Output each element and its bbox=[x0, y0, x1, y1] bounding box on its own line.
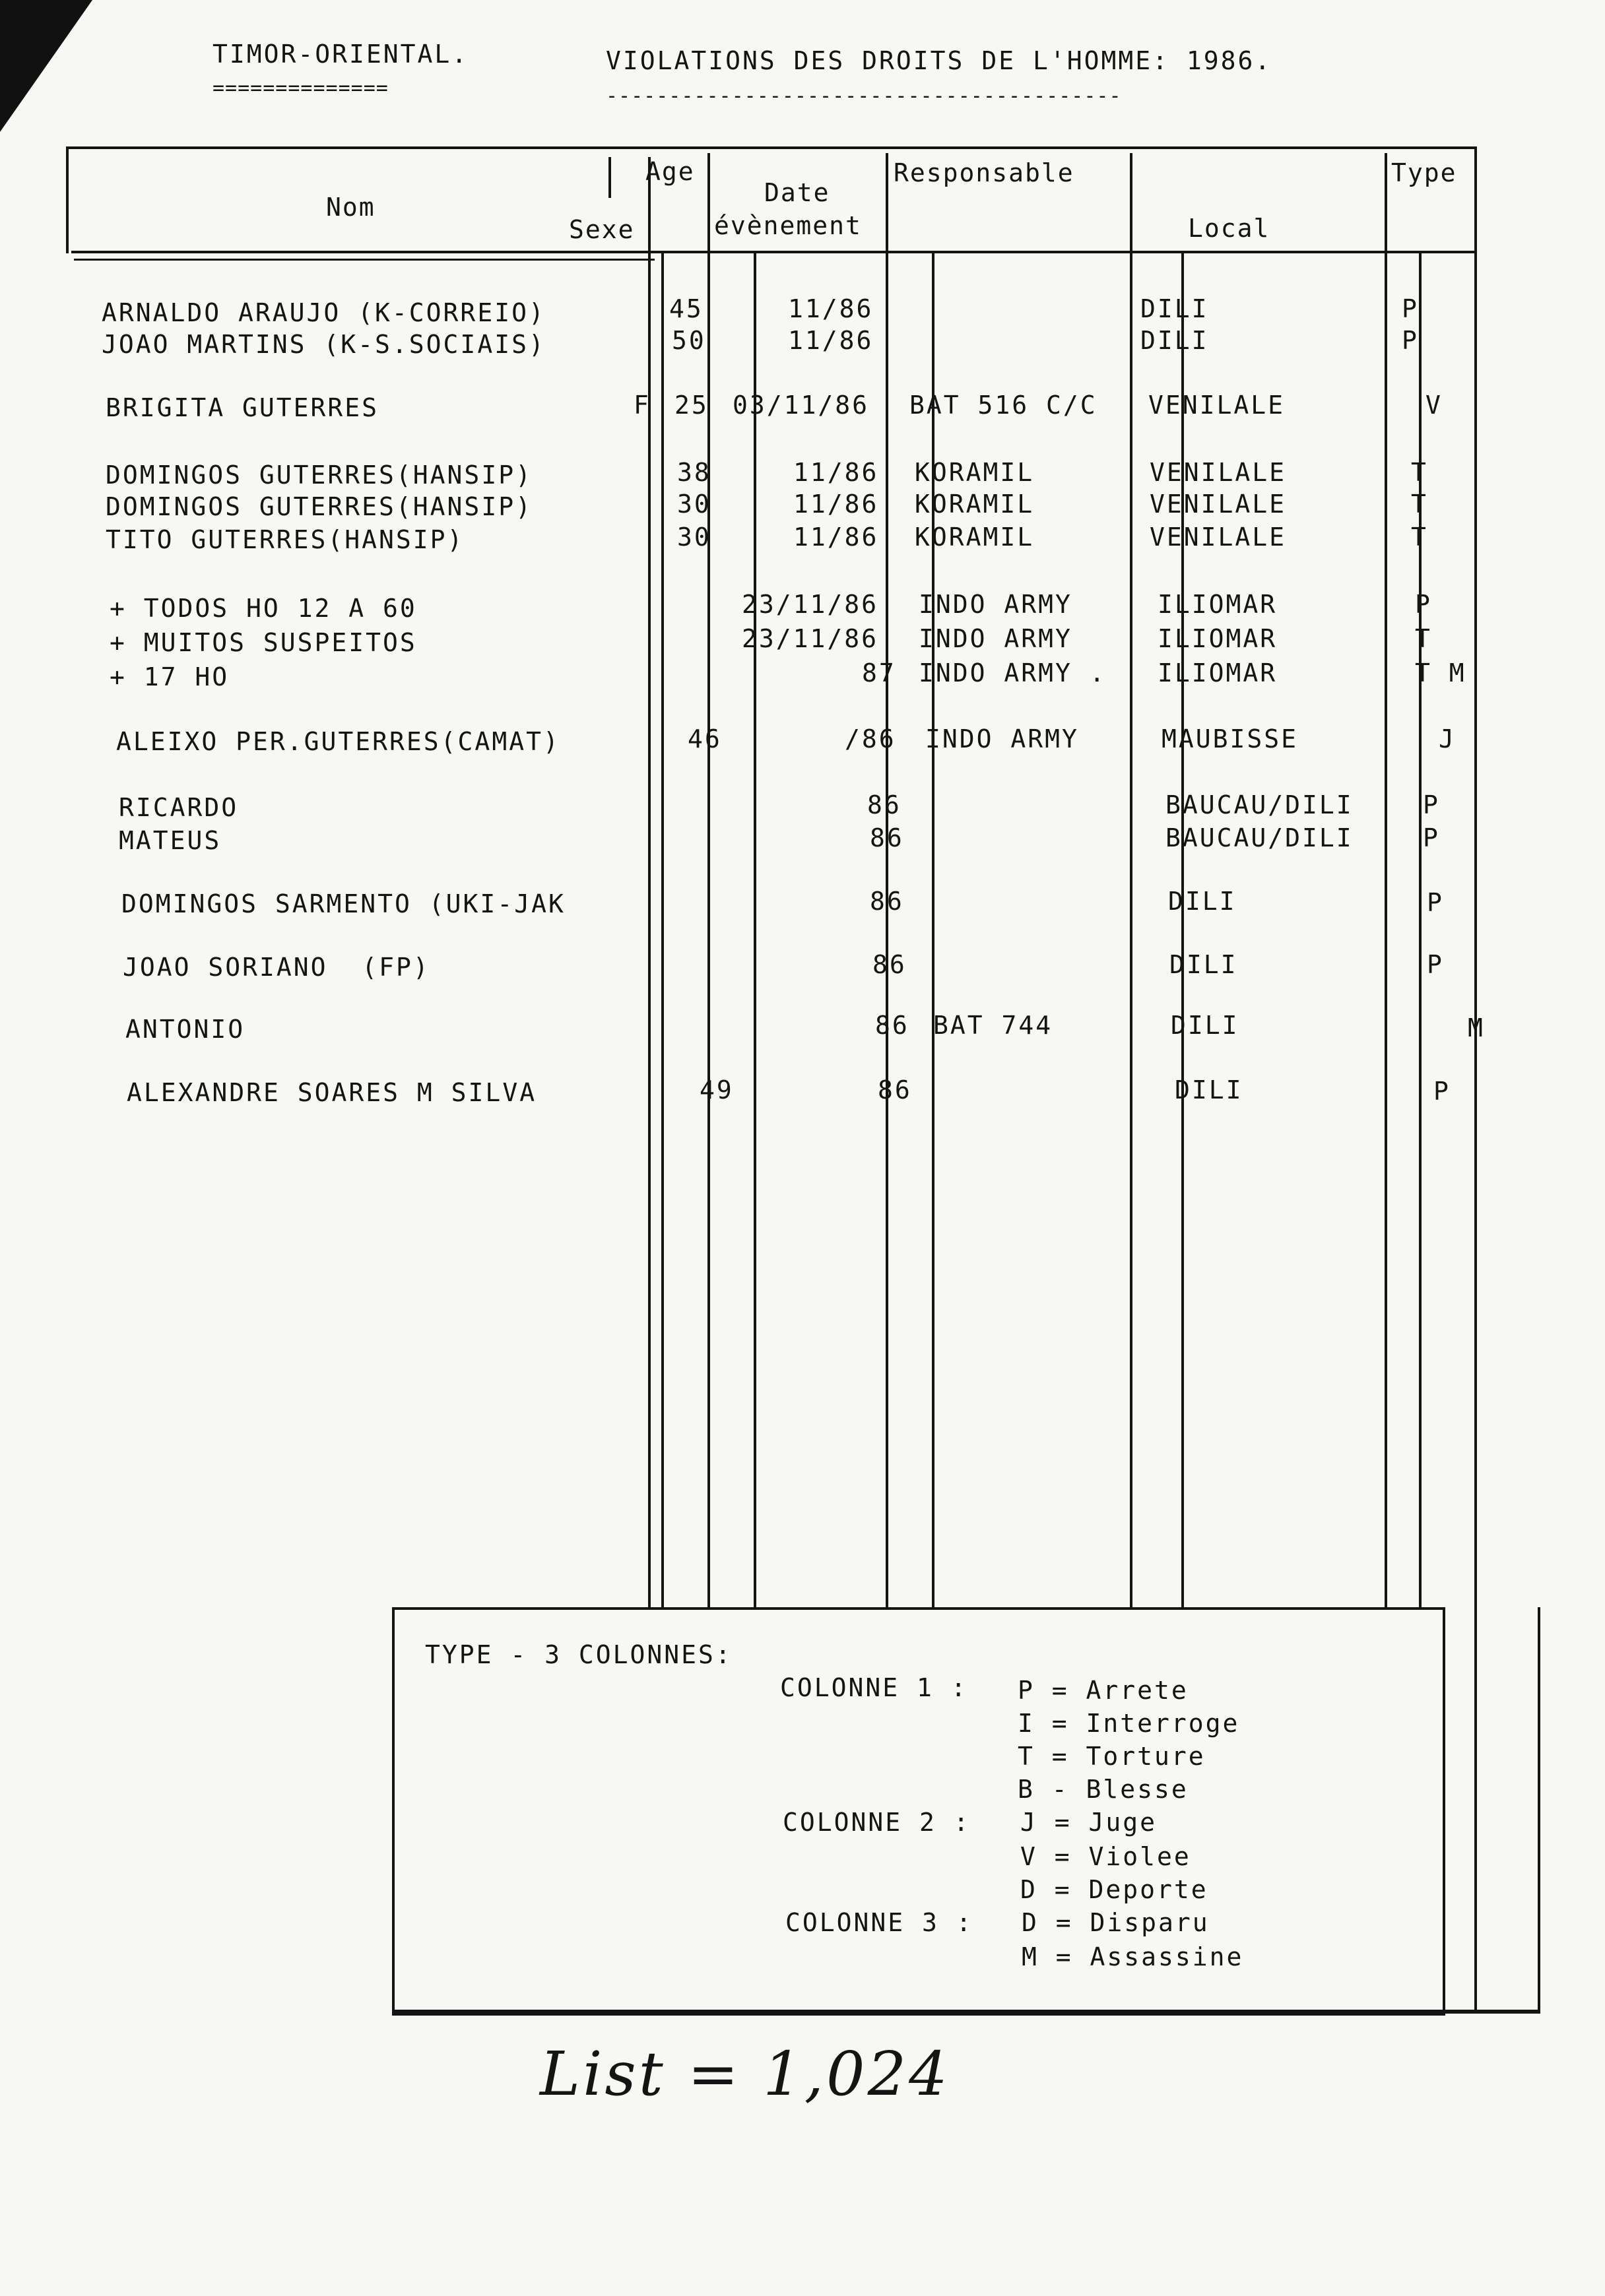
cell-date: 11/86 bbox=[793, 523, 879, 552]
cell-nom: JOAO MARTINS (K-S.SOCIAIS) bbox=[102, 330, 546, 359]
cell-resp: KORAMIL bbox=[915, 490, 1035, 519]
cell-date: 11/86 bbox=[793, 458, 879, 487]
cell-local: ILIOMAR bbox=[1158, 658, 1278, 687]
cell-type: P bbox=[1423, 790, 1440, 819]
legend-col2-label: COLONNE 2 : bbox=[783, 1808, 971, 1837]
cell-resp: KORAMIL bbox=[915, 458, 1035, 487]
cell-type: P bbox=[1423, 823, 1440, 852]
cell-resp: INDO ARMY . bbox=[919, 658, 1107, 687]
cell-date: 11/86 bbox=[793, 490, 879, 519]
cell-local: DILI bbox=[1169, 950, 1238, 979]
column-header-nom: Nom bbox=[326, 193, 376, 222]
table-right-border bbox=[1474, 146, 1477, 2012]
column-header-type: Type bbox=[1391, 158, 1457, 187]
legend-right-border-outer bbox=[1538, 1607, 1540, 2014]
divider-age-date bbox=[707, 153, 710, 1609]
cell-date: 87 bbox=[862, 658, 896, 687]
cell-date: /86 bbox=[845, 724, 896, 753]
cell-date: 86 bbox=[870, 823, 904, 852]
cell-date: 03/11/86 bbox=[733, 391, 870, 420]
column-header-date-line1: Date bbox=[764, 178, 830, 207]
cell-local: VENILALE bbox=[1150, 490, 1287, 519]
cell-date: 86 bbox=[872, 950, 907, 979]
title-left-underline: ============== bbox=[213, 77, 389, 100]
cell-age: 46 bbox=[688, 724, 722, 753]
cell-type: P bbox=[1415, 590, 1432, 619]
cell-date: 11/86 bbox=[788, 294, 874, 323]
cell-type: M bbox=[1468, 1013, 1485, 1042]
divider-local-inner bbox=[1181, 251, 1184, 1609]
cell-date: 86 bbox=[867, 790, 901, 819]
cell-resp: KORAMIL bbox=[915, 523, 1035, 552]
divider-nom-sexe bbox=[608, 157, 611, 198]
cell-nom: + TODOS HO 12 A 60 bbox=[110, 594, 417, 623]
column-header-local: Local bbox=[1188, 214, 1270, 243]
legend-title: TYPE - 3 COLONNES: bbox=[425, 1640, 733, 1669]
legend-col2-item: V = Violee bbox=[1020, 1842, 1191, 1871]
cell-local: BAUCAU/DILI bbox=[1165, 823, 1354, 852]
cell-local: VENILALE bbox=[1148, 391, 1286, 420]
legend-col1-item: B - Blesse bbox=[1018, 1775, 1189, 1804]
cell-local: ILIOMAR bbox=[1158, 590, 1278, 619]
cell-nom: TITO GUTERRES(HANSIP) bbox=[106, 525, 465, 554]
cell-date: 11/86 bbox=[788, 326, 874, 355]
cell-local: DILI bbox=[1140, 326, 1209, 355]
divider-date-resp bbox=[886, 153, 888, 1609]
cell-type: P bbox=[1402, 294, 1419, 323]
cell-nom: MATEUS bbox=[119, 826, 222, 855]
cell-age: 45 bbox=[669, 294, 704, 323]
cell-type: P bbox=[1402, 326, 1419, 355]
cell-nom: DOMINGOS GUTERRES(HANSIP) bbox=[106, 492, 533, 521]
cell-type: P bbox=[1427, 888, 1444, 917]
cell-date: 23/11/86 bbox=[742, 590, 879, 619]
column-header-sexe: Sexe bbox=[569, 215, 635, 244]
cell-nom: JOAO SORIANO (FP) bbox=[123, 953, 430, 982]
cell-age: 38 bbox=[677, 458, 711, 487]
cell-local: ILIOMAR bbox=[1158, 624, 1278, 653]
cell-type: T bbox=[1411, 523, 1428, 552]
divider-date-date bbox=[754, 251, 756, 1609]
cell-resp: BAT 744 bbox=[933, 1011, 1053, 1040]
cell-local: VENILALE bbox=[1150, 523, 1287, 552]
cell-nom: ARNALDO ARAUJO (K-CORREIO) bbox=[102, 298, 546, 327]
legend-col2-item: J = Juge bbox=[1020, 1808, 1158, 1837]
cell-local: VENILALE bbox=[1150, 458, 1287, 487]
cell-sexe: F bbox=[634, 391, 651, 420]
document-title-right: VIOLATIONS DES DROITS DE L'HOMME: 1986. bbox=[606, 46, 1272, 75]
cell-nom: RICARDO bbox=[119, 793, 239, 822]
legend-col1-item: I = Interroge bbox=[1018, 1709, 1240, 1738]
cell-nom: DOMINGOS GUTERRES(HANSIP) bbox=[106, 461, 533, 490]
handwritten-list-count: List = 1,024 bbox=[540, 2039, 950, 2109]
divider-resp-local bbox=[1130, 153, 1132, 1609]
cell-resp: BAT 516 C/C bbox=[909, 391, 1097, 420]
cell-type: T bbox=[1411, 490, 1428, 519]
divider-local-type bbox=[1385, 153, 1387, 1609]
legend-col1-label: COLONNE 1 : bbox=[780, 1673, 968, 1702]
table-top-border bbox=[66, 146, 1476, 149]
scan-corner-mark bbox=[0, 0, 92, 132]
cell-age: 30 bbox=[677, 490, 711, 519]
legend-col2-item: D = Deporte bbox=[1020, 1875, 1208, 1904]
legend-bottom-border-outer bbox=[392, 2010, 1540, 2014]
legend-col3-item: M = Assassine bbox=[1022, 1942, 1244, 1971]
cell-type: J bbox=[1439, 724, 1456, 753]
table-left-border bbox=[66, 146, 69, 253]
divider-sexe-age-left bbox=[648, 157, 651, 1609]
cell-age: 50 bbox=[672, 326, 706, 355]
cell-nom: + MUITOS SUSPEITOS bbox=[110, 628, 417, 657]
legend-col1-item: T = Torture bbox=[1018, 1742, 1206, 1771]
cell-local: DILI bbox=[1168, 887, 1237, 916]
cell-date: 86 bbox=[870, 887, 904, 916]
legend-col3-item: D = Disparu bbox=[1022, 1908, 1210, 1937]
legend-col1-item: P = Arrete bbox=[1018, 1676, 1189, 1705]
cell-nom: ALEXANDRE SOARES M SILVA bbox=[127, 1078, 537, 1107]
cell-type: T bbox=[1415, 624, 1432, 653]
column-header-responsable: Responsable bbox=[894, 158, 1074, 187]
cell-local: BAUCAU/DILI bbox=[1165, 790, 1354, 819]
cell-local: DILI bbox=[1175, 1075, 1243, 1104]
column-header-age: Age bbox=[645, 157, 695, 186]
cell-local: MAUBISSE bbox=[1162, 724, 1299, 753]
divider-resp-inner bbox=[932, 251, 934, 1609]
cell-type: P bbox=[1427, 950, 1444, 979]
table-header-bottom-border bbox=[71, 251, 1477, 253]
title-right-underline: ----------------------------------------- bbox=[606, 84, 1122, 108]
table-header-second-border bbox=[74, 259, 655, 261]
cell-nom: BRIGITA GUTERRES bbox=[106, 393, 379, 422]
cell-resp: INDO ARMY bbox=[919, 590, 1072, 619]
cell-date: 86 bbox=[878, 1075, 912, 1104]
cell-age: 49 bbox=[700, 1075, 734, 1104]
cell-nom: ALEIXO PER.GUTERRES(CAMAT) bbox=[116, 727, 560, 756]
cell-local: DILI bbox=[1171, 1011, 1239, 1040]
cell-date: 86 bbox=[875, 1011, 909, 1040]
column-header-date-line2: évènement bbox=[714, 211, 862, 240]
cell-local: DILI bbox=[1140, 294, 1209, 323]
cell-type: V bbox=[1425, 391, 1443, 420]
cell-age: 25 bbox=[674, 391, 709, 420]
cell-nom: DOMINGOS SARMENTO (UKI-JAK bbox=[121, 889, 566, 918]
cell-resp: INDO ARMY bbox=[925, 724, 1079, 753]
cell-type: T bbox=[1411, 458, 1428, 487]
cell-type: T M bbox=[1415, 658, 1466, 687]
cell-age: 30 bbox=[677, 523, 711, 552]
divider-sexe-age-right bbox=[661, 251, 664, 1609]
cell-date: 23/11/86 bbox=[742, 624, 879, 653]
cell-resp: INDO ARMY bbox=[919, 624, 1072, 653]
cell-nom: + 17 HO bbox=[110, 662, 230, 691]
document-title-left: TIMOR-ORIENTAL. bbox=[213, 40, 469, 69]
cell-nom: ANTONIO bbox=[125, 1015, 246, 1044]
legend-col3-label: COLONNE 3 : bbox=[785, 1908, 973, 1937]
cell-type: P bbox=[1433, 1077, 1451, 1106]
